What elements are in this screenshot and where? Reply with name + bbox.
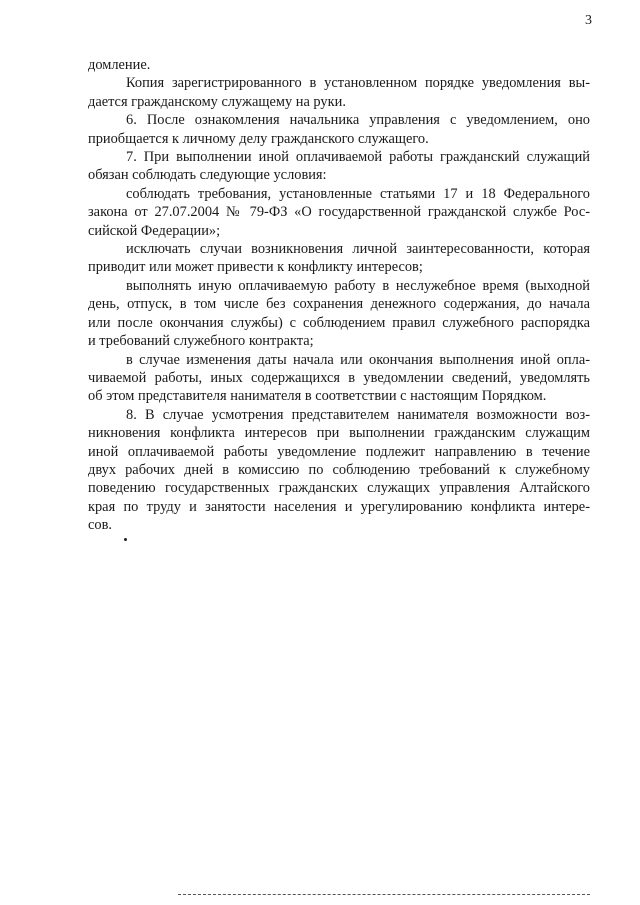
text-line: исключать случаи возникновения личной заинтересованности, которая [126,241,590,258]
text-line: сов. [88,517,112,534]
text-line: поведению государственных гражданских служащих управления Алтайского [88,480,590,497]
text-line: закона от 27.07.2004 № 79-ФЗ «О государственной гражданской службе Рос- [88,204,590,221]
text-line: выполнять иную оплачиваемую работу в неслужебное время (выходной [126,277,590,294]
text-line: приводит или может привести к конфликту интересов; [88,259,423,276]
text-line: домление. [88,57,151,73]
text-line: приобщается к личному делу гражданского служащего. [88,130,429,147]
page-number: 3 [585,13,592,28]
text-line: сийской Федерации»; [88,222,221,239]
text-line: обязан соблюдать следующие условия: [88,167,327,184]
text-line: 8. В случае усмотрения представителем нанимателя возможности воз- [126,406,590,423]
text-line: в случае изменения даты начала или окончания выполнения иной опла- [126,351,590,368]
text-line: или после окончания службы) с соблюдением правил служебного распорядка [88,314,590,331]
text-line: иной оплачиваемой работы уведомление подлежит направлению в течение [88,443,590,460]
text-line: двух рабочих дней в комиссию по соблюдению требований к служебному [88,461,590,478]
text-line: 7. При выполнении иной оплачиваемой работы гражданский служащий [126,149,590,166]
ink-dot [124,538,127,541]
footer-rule [178,894,590,895]
text-line: и требований служебного контракта; [88,333,314,350]
text-line: соблюдать требования, установленные статьями 17 и 18 Федерального [126,185,590,202]
text-line: об этом представителя нанимателя в соответствии с настоящим Порядком. [88,388,547,405]
text-line: дается гражданскому служащему на руки. [88,93,346,110]
text-line: края по труду и занятости населения и урегулированию конфликта интере- [88,498,590,515]
text-line: Копия зарегистрированного в установленном порядке уведомления вы- [126,75,590,92]
text-line: чиваемой работы, иных содержащихся в уведомлении сведений, уведомлять [88,369,590,386]
text-line: никновения конфликта интересов при выполнении гражданским служащим [88,425,590,442]
text-line: 6. После ознакомления начальника управления с уведомлением, оно [126,112,590,129]
document-body [88,56,590,535]
text-line: день, отпуск, в том числе без сохранения денежного содержания, до начала [88,296,590,313]
